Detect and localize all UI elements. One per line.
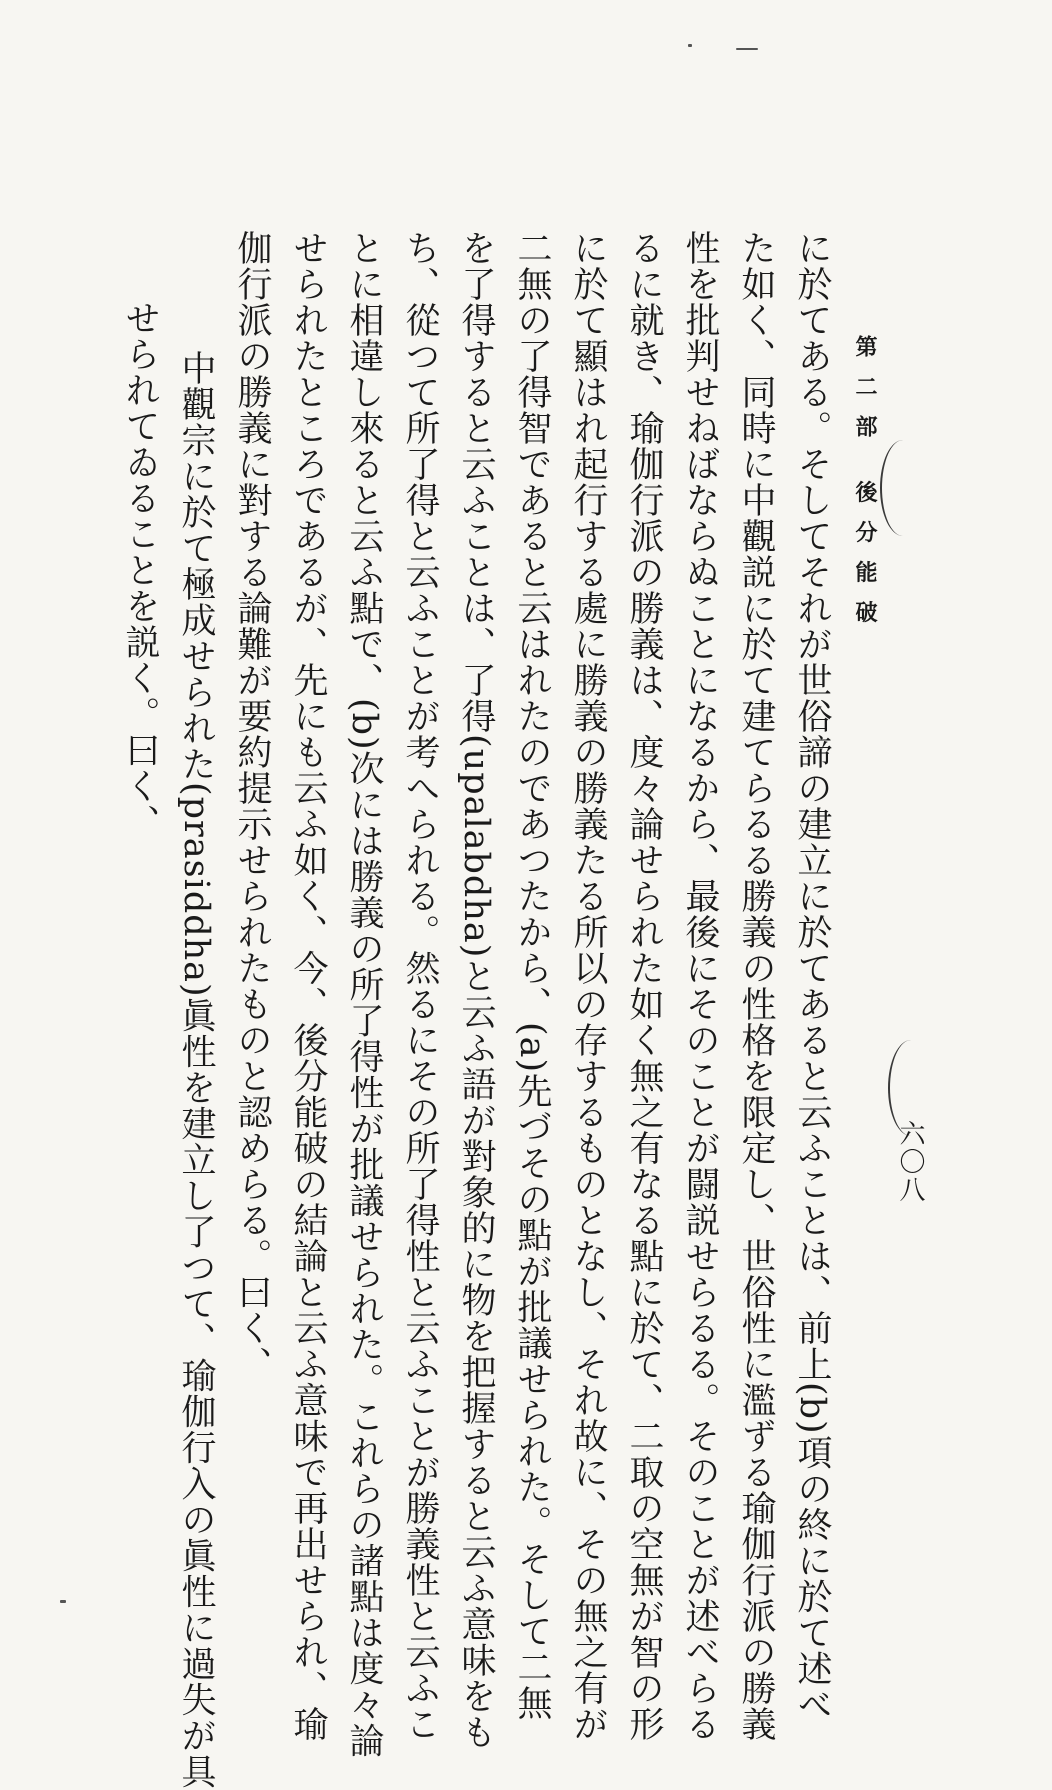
- main-text: [112, 230, 840, 1790]
- text-column: を了得すると云ふことは、了得(upalabdha)と云ふ語が對象的に物を把握すると云ふ意味をも: [456, 230, 496, 1751]
- text-column: に於てある。そしてそれが世俗諦の建立に於てあると云ふことは、前上(b)項の終に於て述べ: [792, 230, 832, 1723]
- binder-hole-mark: [880, 440, 926, 536]
- text-column: 伽行派の勝義に對する論難が要約提示せられたものと認めらる。曰く、: [232, 230, 272, 1382]
- text-column: た如く、同時に中觀説に於て建てらるる勝義の性格を限定し、世俗性に濫ずる瑜伽行派の勝義: [736, 230, 776, 1742]
- text-column: とに相違し來ると云ふ點で、(b)次には勝義の所了得性が批議せられた。これらの諸點は度々論: [344, 230, 384, 1759]
- text-column: ち、從つて所了得と云ふことが考へられる。然るにその所了得性と云ふことが勝義性と云ふこ: [400, 230, 440, 1742]
- running-title: 第二部 後分能破: [852, 335, 878, 641]
- text-column: るに就き、瑜伽行派の勝義は、度々論せられた如く無之有なる點に於て、二取の空無が智の形: [624, 230, 664, 1742]
- text-column: に於て顯はれ起行する處に勝義の勝義たる所以の存するものとなし、それ故に、その無之有が: [568, 230, 608, 1742]
- print-speck: [688, 44, 692, 47]
- text-column: 性を批判せねばならぬことになるから、最後にそのことが闘説せらるる。そのことが述べらる: [680, 230, 720, 1742]
- text-column: 中觀宗に於て極成せられた(prasiddha)眞性を建立し了つて、瑜伽行入の眞性に過失が具: [176, 350, 216, 1790]
- page-number: 六〇八: [895, 1120, 925, 1204]
- text-column: せられてゐることを説く。曰く、: [120, 300, 160, 840]
- print-speck: [736, 48, 758, 50]
- text-column: せられたところであるが、先にも云ふ如く、今、後分能破の結論と云ふ意味で再出せられ、瑜: [288, 230, 328, 1742]
- binder-hole-mark: [888, 1040, 934, 1136]
- print-speck: [60, 1600, 66, 1603]
- text-column: 二無の了得智であると云はれたのであつたから、(a)先づその點が批議せられた。そして二無: [512, 230, 552, 1722]
